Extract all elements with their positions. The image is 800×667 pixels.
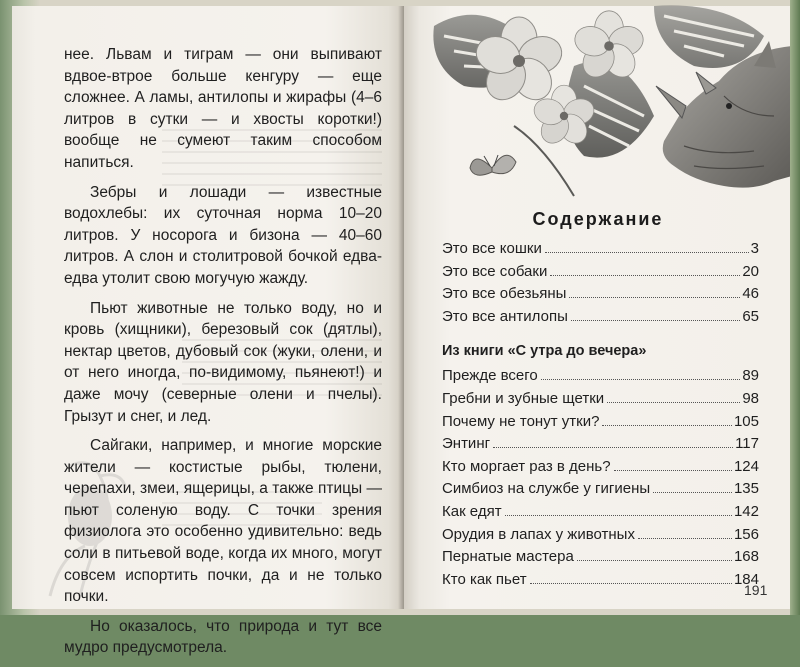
toc-entry[interactable]: [442, 308, 759, 331]
toc-entry[interactable]: [442, 240, 759, 263]
toc-entry[interactable]: [442, 503, 759, 526]
toc-leader-dots: [530, 583, 732, 584]
toc-entry-page: 142: [733, 502, 759, 520]
toc-entry[interactable]: [442, 526, 759, 549]
paragraph: Пьют животные не только воду, но и кровь (хищники), березовый сок (дятлы), нектар цветов, дубовый сок (жуки, олени, и от него иногда, по-видимому, пьянеют!) и даже мочу (северные олени и пчелы). Грызут и снег, и лед.: [64, 299, 382, 425]
toc-title: Содержание: [532, 209, 664, 229]
toc-entry-page: 98: [742, 389, 759, 407]
toc-entry-title: Орудия в лапах у животных: [442, 525, 635, 543]
toc-entry-page: 105: [733, 412, 759, 430]
toc-entry-page: 184: [733, 570, 759, 588]
toc-entry-title: Кто моргает раз в день?: [442, 457, 611, 475]
toc-entry[interactable]: [442, 263, 759, 286]
toc-leader-dots: [493, 447, 733, 448]
paragraph: Но оказалось, что природа и тут все мудро предусмотрела.: [64, 617, 382, 657]
toc-entry-page: 65: [742, 307, 759, 325]
toc-entry-title: Это все собаки: [442, 262, 548, 280]
toc-entry-page: 89: [742, 367, 759, 385]
background-edge: [790, 0, 800, 615]
toc-entry[interactable]: [442, 458, 759, 481]
toc-entry[interactable]: [442, 413, 759, 436]
toc-leader-dots: [505, 515, 732, 516]
toc-entry-page: 117: [735, 435, 759, 453]
toc-entry[interactable]: [442, 435, 759, 458]
toc-entry-title: Кто как пьет: [442, 570, 527, 588]
toc-entry-title: Гребни и зубные щетки: [442, 389, 605, 407]
toc-leader-dots: [571, 320, 740, 321]
toc-entry-page: 135: [733, 480, 759, 498]
toc-leader-dots: [638, 538, 732, 539]
toc-entry-title: Это все кошки: [442, 240, 542, 257]
toc-leader-dots: [541, 379, 741, 380]
butterfly-icon: [470, 155, 516, 175]
toc-entry-title: Прежде всего: [442, 367, 538, 385]
toc-entry[interactable]: [442, 390, 759, 413]
toc-entry-page: 168: [733, 548, 759, 566]
toc-leader-dots: [545, 252, 749, 253]
toc-entry-title: Почему не тонут утки?: [442, 412, 600, 430]
paragraph: Зебры и лошади — известные водохлебы: их суточная норма 10–20 литров. У носорога и бизона — 40–60 литров. А слон и столитровой бочкой едва-едва утолит свою могучую жажду.: [64, 183, 382, 287]
toc-entry[interactable]: [442, 548, 759, 571]
left-page: [12, 6, 404, 657]
toc-entry-page: 20: [742, 262, 759, 280]
botanical-rhino-illustration: [424, 6, 792, 206]
paragraph: Сайгаки, например, и многие морские жители — костистые рыбы, тюлени, черепахи, змеи, ящерицы, а также птицы — пьют соленую воду. С точки зрения физиолога это особенно удивительно: ведь соли в питьевой воде, когда их много, могут совсем испортить почки, да и не только почки.: [64, 437, 382, 606]
toc-leader-dots: [577, 560, 732, 561]
toc-leader-dots: [569, 297, 740, 298]
toc-leader-dots: [607, 402, 740, 403]
toc-entry[interactable]: [442, 571, 759, 594]
toc-leader-dots: [614, 470, 732, 471]
page-number: 191: [744, 582, 768, 598]
toc-section-title: Из книги «С утра до вечера»: [442, 343, 647, 360]
toc-leader-dots: [602, 425, 732, 426]
right-page: [404, 6, 792, 609]
table-of-contents: [442, 240, 759, 593]
paragraph: нее. Львам и тиграм — они выпивают вдвое-втрое больше кенгуру — еще сложнее. А ламы, антилопы и жирафы (4–6 литров в сутки — и хвосты коротки!) вообще не сумеют таким способом напиться.: [64, 46, 382, 171]
toc-entry-page: 156: [733, 525, 759, 543]
toc-entry-page: 3: [750, 240, 759, 257]
toc-leader-dots: [550, 275, 740, 276]
body-text: [64, 44, 382, 667]
toc-entry-title: Это все антилопы: [442, 307, 568, 325]
toc-entry[interactable]: [442, 285, 759, 308]
toc-entry-title: Это все обезьяны: [442, 285, 567, 303]
toc-entry[interactable]: [442, 367, 759, 390]
toc-entry-title: Как едят: [442, 502, 502, 520]
toc-leader-dots: [653, 492, 732, 493]
toc-entry-title: Энтинг: [442, 435, 491, 453]
toc-entry-page: 46: [742, 285, 759, 303]
toc-entry[interactable]: [442, 480, 759, 503]
toc-entry-title: Симбиоз на службе у гигиены: [442, 480, 651, 498]
toc-entry-page: 124: [733, 457, 759, 475]
toc-entry-title: Пернатые мастера: [442, 548, 574, 566]
